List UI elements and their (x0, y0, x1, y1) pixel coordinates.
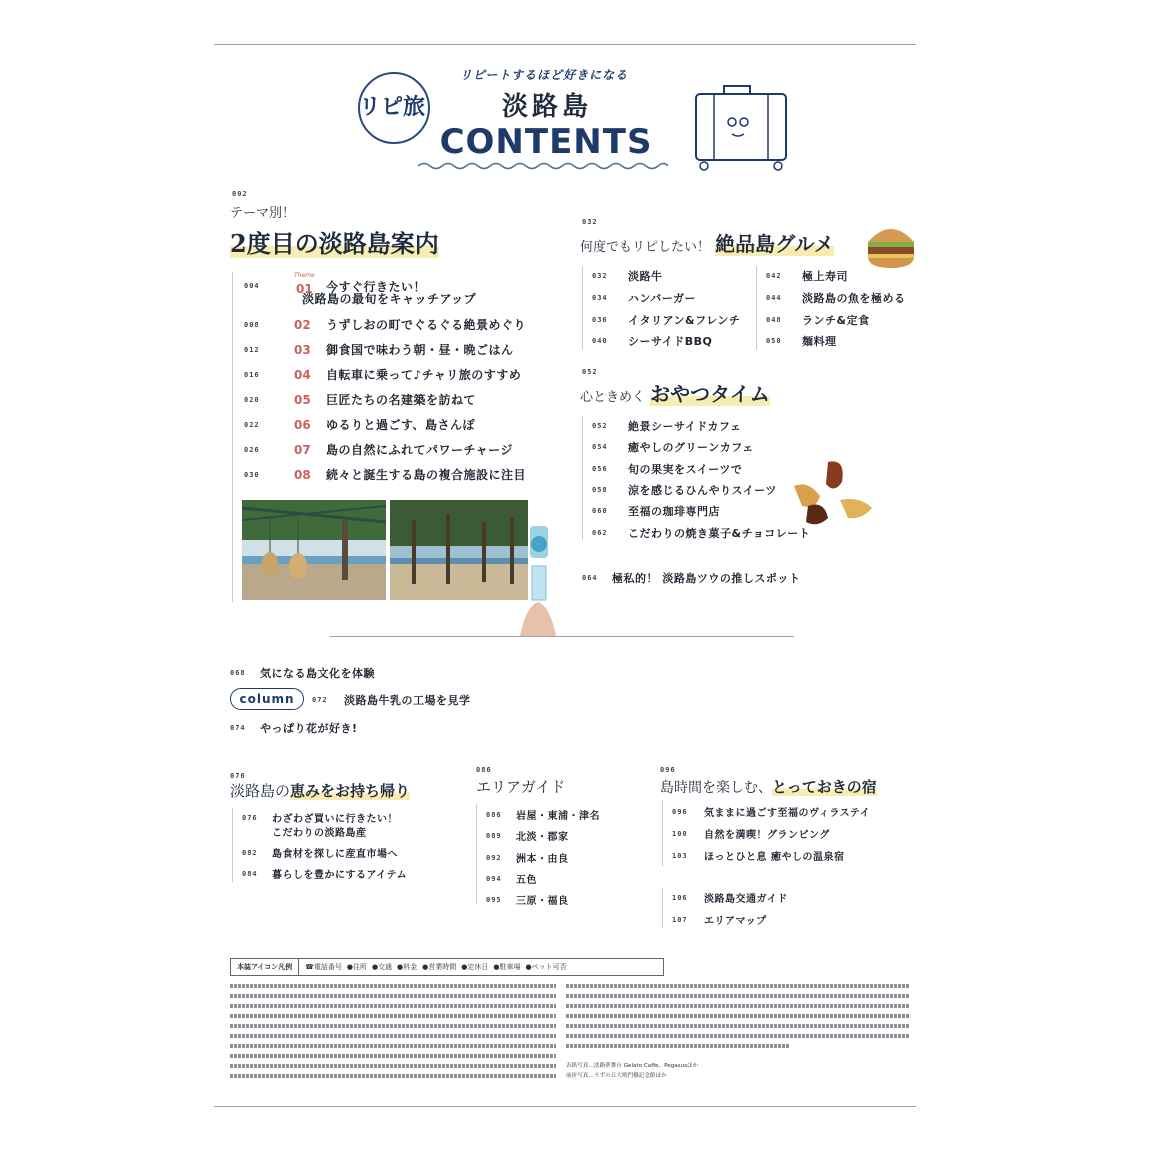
theme-title (230, 224, 439, 259)
cookies-photo (788, 456, 878, 532)
sweets-extra-text: 極私的！ 淡路島ツウの推しスポット (612, 572, 801, 585)
souvenir-page: 076 (230, 772, 246, 780)
pet-icon: ● (525, 963, 532, 971)
top-rule (214, 44, 916, 45)
photo-pine-forest (390, 500, 528, 600)
theme-item-text: 島の自然にふれてパワーチャージ (326, 443, 513, 457)
sweets-page-num: 054 (592, 443, 608, 451)
souvenir-item-text: 暮らしを豊かにするアイテム (272, 870, 408, 881)
stay-title-pre: 島時間を楽しむ、 (660, 780, 772, 796)
theme-item-06[interactable] (244, 416, 475, 433)
column-badge (230, 688, 304, 710)
gourmet-left-rule (582, 266, 583, 350)
stay-page: 096 (660, 766, 676, 774)
area-item[interactable] (486, 850, 569, 865)
legend-parking: 駐車場 (499, 963, 521, 971)
phone-icon: ☎ (305, 963, 314, 971)
gourmet-item-text: ランチ&定食 (802, 314, 870, 327)
stay-item-text: 気ままに過ごす至福のヴィラステイ (704, 808, 871, 819)
theme-item-page: 022 (244, 420, 260, 429)
souvenir-page-num: 082 (242, 848, 258, 857)
sweets-page: 052 (582, 368, 598, 376)
hours-icon: ● (422, 963, 429, 971)
sweets-page-num: 052 (592, 422, 608, 430)
parking-icon: ● (493, 963, 500, 971)
header-title: 淡路島 (501, 92, 592, 122)
gourmet-page-num: 034 (592, 294, 608, 302)
gourmet-item-text: ハンバーガー (628, 292, 697, 305)
sweets-extra-page: 064 (582, 574, 598, 582)
logo-text: リピ旅 (358, 95, 425, 120)
column-page: 072 (312, 696, 328, 704)
cover-photo-credit: 表紙写真…淡路夢舞台 Gelato Caffe、Pegasusほか (566, 1063, 699, 1069)
area-item-text: 洲本・由良 (516, 854, 569, 865)
gourmet-page-num: 050 (766, 337, 782, 345)
area-page-num: 092 (486, 853, 502, 862)
gourmet-item[interactable] (766, 333, 837, 349)
gourmet-page-num: 040 (592, 337, 608, 345)
sweets-list-rule (582, 416, 583, 540)
sweets-item-text: こだわりの焼き菓子&チョコレート (628, 527, 811, 540)
flower-text: やっぱり花が好き! (260, 722, 358, 735)
gourmet-item[interactable] (592, 333, 712, 349)
theme-title-text: 2度目の淡路島案内 (230, 229, 439, 258)
hamburger-photo (864, 220, 918, 270)
theme-number: 07 (294, 442, 311, 457)
theme-number: 08 (294, 467, 311, 482)
theme-item-text: ゆるりと過ごす、島さんぽ (326, 418, 476, 432)
contents-heading: CONTENTS (439, 122, 653, 162)
culture-text: 気になる島文化を体験 (260, 667, 375, 680)
souvenir-title-pre: 淡路島の (230, 782, 291, 800)
theme-item-page: 008 (244, 320, 260, 329)
souvenir-page-num: 076 (242, 813, 258, 822)
souvenir-item[interactable] (242, 810, 398, 825)
theme-item-05[interactable] (244, 391, 476, 408)
map-page: 107 (672, 915, 688, 924)
stay-item-text: ほっとひと息 癒やしの温泉宿 (704, 852, 845, 863)
area-list-rule (476, 804, 477, 904)
theme-number: 03 (294, 342, 311, 357)
legend-price: 料金 (403, 963, 418, 971)
map-text: エリアマップ (704, 916, 767, 927)
gourmet-right-rule (756, 266, 757, 350)
souvenir-page-num: 084 (242, 869, 258, 878)
theme-kicker: テーマ別！ (230, 206, 296, 221)
icon-legend (230, 958, 664, 976)
theme-item-page: 030 (244, 470, 260, 479)
theme-label: Theme (294, 272, 315, 279)
gourmet-page-num: 036 (592, 316, 608, 324)
gourmet-page: 032 (582, 218, 598, 226)
theme-page: 002 (232, 190, 248, 198)
area-item-text: 岩屋・東浦・津名 (516, 811, 600, 822)
sweets-page-num: 058 (592, 486, 608, 494)
sweets-page-num: 060 (592, 507, 608, 515)
map-item[interactable] (672, 912, 767, 927)
gourmet-page-num: 042 (766, 272, 782, 280)
stay-page-num: 103 (672, 851, 688, 860)
area-item-text: 五色 (516, 875, 537, 886)
address-icon: ● (346, 963, 353, 971)
sweets-item[interactable] (592, 482, 777, 498)
stay-list-rule (662, 800, 663, 866)
stay-item[interactable] (672, 826, 830, 841)
area-page-num: 095 (486, 895, 502, 904)
gourmet-item[interactable] (592, 290, 696, 306)
gourmet-item[interactable] (592, 268, 663, 284)
stay-title (660, 776, 877, 797)
theme-item-08[interactable] (244, 466, 526, 483)
sweets-title (580, 378, 770, 407)
gourmet-page-num: 048 (766, 316, 782, 324)
gourmet-title-pre: 何度でもリピしたい！ (580, 240, 711, 255)
sweets-item[interactable] (592, 418, 741, 434)
middle-rule (330, 636, 794, 637)
sweets-page-num: 062 (592, 529, 608, 537)
transport-item[interactable] (672, 890, 788, 905)
souvenir-item-text: こだわりの淡路島産 (272, 828, 367, 839)
sweets-item-text: 涼を感じるひんやりスイーツ (628, 484, 777, 497)
wavy-underline (418, 160, 668, 172)
photo-swing-terrace (242, 500, 386, 600)
area-item-text: 北淡・郡家 (516, 832, 569, 843)
gourmet-item-text: シーサイドBBQ (628, 335, 713, 348)
transport-page: 106 (672, 893, 688, 902)
theme-item-text: うずしおの町でぐるぐる絶景めぐり (326, 318, 527, 332)
sweets-page-num: 056 (592, 465, 608, 473)
sweets-item-text: 旬の果実をスイーツで (628, 463, 743, 476)
theme-number: 02 (294, 317, 311, 332)
souvenir-item[interactable] (242, 845, 398, 860)
stay-item[interactable] (672, 848, 844, 863)
theme-item-01-line2[interactable] (302, 290, 476, 307)
souvenir-title-main: 恵みをお持ち帰り (290, 782, 411, 800)
souvenir-item-line2[interactable] (272, 824, 367, 839)
sweets-item[interactable] (592, 525, 810, 541)
theme-item-page: 026 (244, 445, 260, 454)
theme-item-03[interactable] (244, 341, 514, 358)
gourmet-title (580, 228, 834, 257)
sweets-extra-item[interactable] (582, 570, 800, 586)
gourmet-item-text: 極上寿司 (802, 270, 848, 283)
theme-item-text: 自転車に乗って♪チャリ旅のすすめ (326, 368, 522, 382)
transit-icon: ● (371, 963, 379, 971)
legend-title: 本誌アイコン凡例 (231, 959, 299, 975)
area-title: エリアガイド (476, 778, 566, 796)
stay-item-text: 自然を満喫！グランピング (704, 830, 830, 841)
theme-item-page: 020 (244, 395, 260, 404)
theme-item-text: 今すぐ行きたい！ (326, 279, 427, 294)
column-text: 淡路島牛乳の工場を見学 (344, 694, 471, 707)
legend-address: 住所 (352, 963, 367, 971)
theme-item-text: 続々と誕生する島の複合施設に注目 (326, 468, 527, 482)
drink-in-hand-photo (516, 526, 564, 636)
theme-list-rule (232, 272, 233, 602)
theme-item-page: 004 (244, 282, 260, 290)
area-item[interactable] (486, 892, 569, 907)
theme-number: 01 (296, 282, 313, 296)
area-item[interactable] (486, 828, 569, 843)
legend-hours: 営業時間 (428, 963, 457, 971)
bottom-rule (214, 1106, 916, 1107)
souvenir-item-text: 島食材を探しに産直市場へ (272, 849, 398, 860)
sweets-title-pre: 心ときめく (580, 390, 646, 405)
theme-number: 06 (294, 417, 311, 432)
area-item-text: 三原・福良 (516, 896, 569, 907)
theme-item-04[interactable] (244, 366, 521, 383)
stay-item[interactable] (672, 804, 870, 819)
souvenir-title (230, 780, 410, 801)
stay-page-num: 100 (672, 829, 688, 838)
gourmet-item[interactable] (766, 290, 906, 306)
culture-page: 068 (230, 669, 246, 677)
area-page: 086 (476, 766, 492, 774)
price-icon: ● (397, 963, 404, 971)
theme-item-text: 淡路島の最旬をキャッチアップ (302, 292, 477, 306)
souvenir-item[interactable] (242, 866, 407, 881)
sweets-item[interactable] (592, 461, 742, 477)
area-page-num: 086 (486, 810, 502, 819)
header-subtitle: リピートするほど好きになる (459, 68, 629, 82)
legend-pet: ペット可否 (531, 963, 567, 971)
stay-extra-rule (662, 888, 663, 928)
sweets-item[interactable] (592, 503, 720, 519)
area-page-num: 094 (486, 874, 502, 883)
legend-transit: 交通 (378, 963, 393, 971)
gourmet-title-main: 絶品島グルメ (715, 232, 834, 256)
closed-icon: ● (461, 963, 468, 971)
gourmet-page-num: 044 (766, 294, 782, 302)
theme-item-page: 012 (244, 345, 260, 354)
flower-item[interactable] (230, 720, 358, 736)
suitcase-illustration (688, 80, 794, 172)
theme-item-page: 016 (244, 370, 260, 379)
transport-text: 淡路島交通ガイド (704, 894, 788, 905)
gourmet-page-num: 032 (592, 272, 608, 280)
theme-item-02[interactable] (244, 316, 526, 333)
stay-title-main: とっておきの宿 (772, 778, 877, 796)
area-page-num: 089 (486, 831, 502, 840)
sweets-item[interactable] (592, 439, 754, 455)
flower-page: 074 (230, 724, 246, 732)
theme-number: 04 (294, 367, 311, 382)
sweets-item-text: 絶景シーサイドカフェ (628, 420, 742, 433)
legend-closed: 定休日 (467, 963, 489, 971)
gourmet-item-text: 淡路島の魚を極める (802, 292, 906, 305)
legend-phone: 電話番号 (313, 963, 342, 971)
theme-item-text: 御食国で味わう朝・昼・晩ごはん (326, 343, 514, 357)
column-item[interactable] (312, 692, 471, 708)
gourmet-item[interactable] (766, 268, 848, 284)
sweets-item-text: 至福の珈琲専門店 (628, 505, 720, 518)
theme-item-text: 巨匠たちの名建築を訪ねて (326, 393, 476, 407)
souvenir-item-text: わざわざ買いに行きたい！ (272, 814, 398, 825)
theme-item-07[interactable] (244, 441, 513, 458)
gourmet-item-text: 麺料理 (802, 335, 837, 348)
sweets-item-text: 癒やしのグリーンカフェ (628, 441, 754, 454)
souvenir-list-rule (232, 808, 233, 882)
gourmet-item[interactable] (766, 312, 870, 328)
gourmet-item-text: 淡路牛 (628, 270, 663, 283)
area-item[interactable] (486, 871, 537, 886)
area-item[interactable] (486, 807, 600, 822)
theme-number: 05 (294, 392, 311, 407)
gourmet-item-text: イタリアン&フレンチ (628, 314, 741, 327)
sweets-title-main: おやつタイム (650, 382, 770, 406)
gourmet-item[interactable] (592, 312, 740, 328)
column-label: column (239, 692, 295, 706)
stay-page-num: 096 (672, 807, 688, 816)
front-photo-credit: 前折写真…うずの丘大鳴門橋記念館ほか (566, 1073, 667, 1079)
culture-item[interactable] (230, 665, 375, 681)
